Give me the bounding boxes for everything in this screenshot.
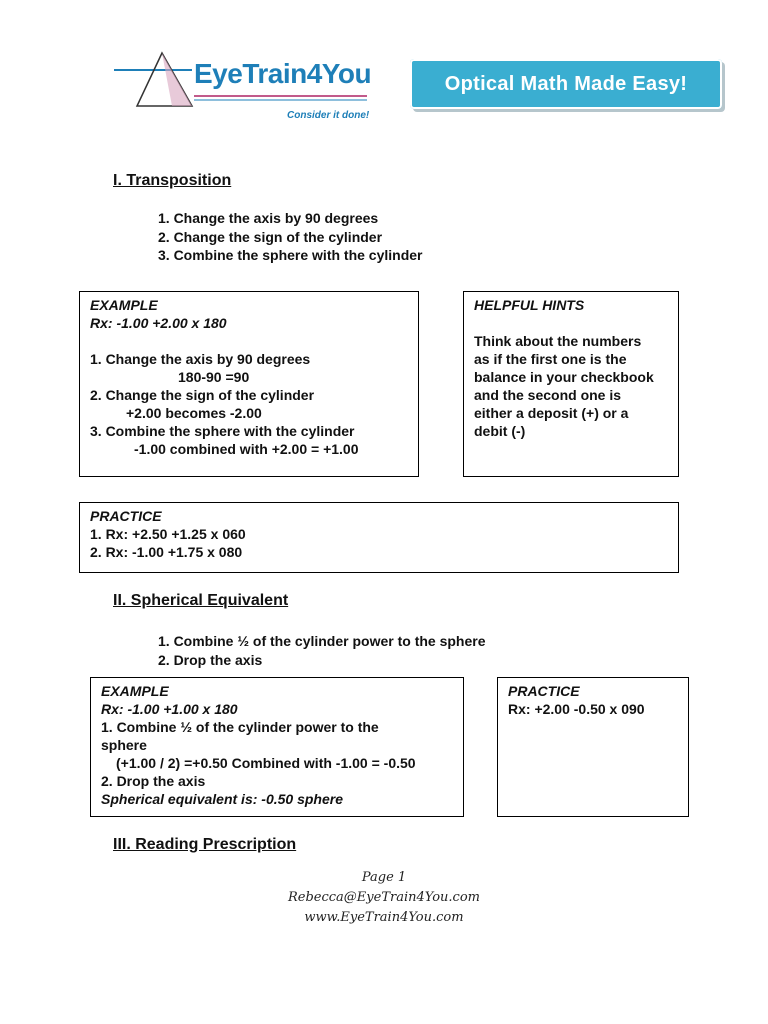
example-detail: +2.00 becomes -2.00 <box>126 405 262 421</box>
example-step: 1. Change the axis by 90 degrees <box>90 351 311 367</box>
hint-line: either a deposit (+) or a <box>474 405 629 421</box>
practice-box-transposition <box>79 502 679 573</box>
practice-heading: PRACTICE <box>508 683 580 699</box>
example-heading: EXAMPLE <box>101 683 169 699</box>
example-detail: -1.00 combined with +2.00 = +1.00 <box>134 441 359 457</box>
example-step: sphere <box>101 737 147 753</box>
hints-heading: HELPFUL HINTS <box>474 297 585 313</box>
example-heading: EXAMPLE <box>90 297 158 313</box>
practice-line: Rx: +2.00 -0.50 x 090 <box>508 701 645 717</box>
logo-text: EyeTrain4You <box>194 58 372 89</box>
example-detail: 180-90 =90 <box>178 369 250 385</box>
example-detail: (+1.00 / 2) =+0.50 Combined with -1.00 = -0.50 <box>116 755 416 771</box>
banner-title: Optical Math Made Easy! <box>410 59 722 109</box>
hint-line: as if the first one is the <box>474 351 627 367</box>
practice-box-spherical-equivalent <box>497 677 689 817</box>
practice-line: 1. Rx: +2.50 +1.25 x 060 <box>90 526 246 542</box>
hint-line: and the second one is <box>474 387 622 403</box>
hint-line: balance in your checkbook <box>474 369 654 385</box>
list-item: 1. Change the axis by 90 degrees <box>158 210 379 226</box>
list-item: 1. Combine ½ of the cylinder power to the sphere <box>158 633 486 649</box>
list-item: 2. Drop the axis <box>158 651 263 668</box>
example-step: 2. Change the sign of the cylinder <box>90 387 315 403</box>
transposition-steps <box>158 209 423 265</box>
example-box-transposition <box>79 291 419 477</box>
example-step: 2. Drop the axis <box>101 773 206 789</box>
logo-tagline: Consider it done! <box>287 110 370 121</box>
practice-heading: PRACTICE <box>90 508 162 524</box>
hint-line: Think about the numbers <box>474 333 642 349</box>
logo <box>112 48 382 128</box>
footer-website: www.EyeTrain4You.com <box>304 910 464 925</box>
footer-email: Rebecca@EyeTrain4You.com <box>288 890 480 905</box>
list-item: 3. Combine the sphere with the cylinder <box>158 247 423 263</box>
list-item: 2. Change the sign of the cylinder <box>158 228 383 245</box>
page-number: Page 1 <box>361 870 407 885</box>
section-title-spherical-equivalent: II. Spherical Equivalent <box>113 592 289 609</box>
example-rx: Rx: -1.00 +1.00 x 180 <box>101 701 238 717</box>
example-step: 1. Combine ½ of the cylinder power to the <box>101 719 379 735</box>
hint-line: debit (-) <box>474 423 526 439</box>
practice-line: 2. Rx: -1.00 +1.75 x 080 <box>90 544 243 560</box>
section-title-transposition: I. Transposition <box>113 172 232 189</box>
example-result: Spherical equivalent is: -0.50 sphere <box>101 791 343 807</box>
helpful-hints-box <box>463 291 679 477</box>
section-title-reading-prescription: III. Reading Prescription <box>113 836 297 853</box>
example-box-spherical-equivalent <box>90 677 464 817</box>
spherical-equivalent-steps <box>158 632 486 669</box>
example-step: 3. Combine the sphere with the cylinder <box>90 423 355 439</box>
page-footer <box>0 868 768 928</box>
example-rx: Rx: -1.00 +2.00 x 180 <box>90 315 227 331</box>
